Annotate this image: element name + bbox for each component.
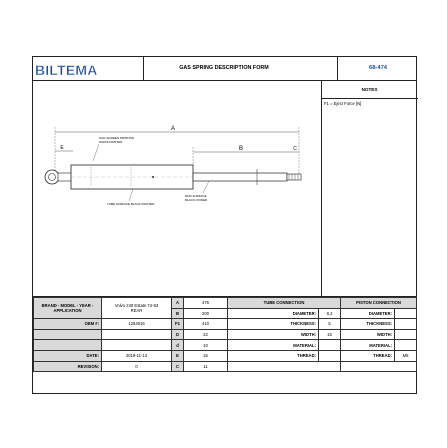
piston-row-label: MATERIAL: (341, 340, 395, 351)
piston-row-value: M8 (395, 350, 417, 361)
eye-hole (49, 174, 56, 181)
piston-row-value (395, 329, 417, 340)
piston-row-value (395, 319, 417, 330)
notes-text: F1 = Eject Force [N] (324, 101, 362, 106)
revision-label: REVISION: (34, 361, 102, 372)
tube-surface-note: TUBE SURFACE BLACK PAINTED (107, 202, 155, 206)
spec-table (33, 297, 417, 372)
gas-spring-form (32, 56, 417, 394)
piston-row-label: THREAD: (341, 350, 395, 361)
revision-value: 0 (102, 361, 172, 372)
tube-connection-heading: TUBE CONNECTION (228, 298, 341, 309)
empty-cell (34, 340, 102, 351)
dim-key: E (172, 350, 184, 361)
dim-key: B (172, 308, 184, 319)
dim-key: d (172, 340, 184, 351)
brand-value-line: Volvo 240 Estate 74-93 (114, 303, 159, 309)
tube-row-label: WIDTH: (228, 329, 319, 340)
date-value: 2019-11-13 (102, 350, 172, 361)
date-label: DATE: (34, 350, 102, 361)
dim-value: 200 (184, 308, 228, 319)
piston-rod (193, 173, 287, 181)
table-row (34, 361, 417, 372)
dim-value: 10 (184, 340, 228, 351)
brand-value (102, 298, 172, 319)
tube-row-value: 8,2 (319, 308, 341, 319)
rod-note-2: BLACK OXIDED (185, 198, 208, 202)
piston-row-label: THICKNESS: (341, 319, 395, 330)
brand-label-line: APPLICATION (53, 308, 82, 314)
rod-note-1: ROD SURFACE (185, 194, 207, 198)
eye-neck (58, 173, 72, 181)
gas-spring-drawing (33, 81, 321, 296)
dim-key: D (172, 329, 184, 340)
empty-cell (102, 329, 172, 340)
notes-heading: NOTES (321, 81, 418, 99)
empty-cell (102, 340, 172, 351)
dim-a-label: A (170, 126, 176, 132)
oem-label: OEM #: (34, 319, 102, 330)
brand-label (34, 298, 102, 319)
dim-value: 22 (184, 329, 228, 340)
tube-print-note-1: SILK-SCREEN PRINTING (99, 136, 135, 140)
dim-b-label: B (238, 146, 244, 152)
empty-cell (341, 361, 417, 372)
tube-row-label: THREAD: (228, 350, 319, 361)
dim-e-label: E (60, 145, 64, 151)
tube-row-label: THICKNESS: (228, 319, 319, 330)
piston-row-label: DIAMETER: (341, 308, 395, 319)
dim-value: 11 (184, 361, 228, 372)
brand-value-line: REAR (130, 308, 143, 314)
piston-row-label: WIDTH: (341, 329, 395, 340)
notes-divider (321, 81, 322, 296)
form-title: GAS SPRING DESCRIPTION FORM (179, 65, 269, 71)
table-row (34, 340, 417, 351)
piston-row-value (395, 308, 417, 319)
dim-key: F1 (172, 319, 184, 330)
table-row (34, 350, 417, 361)
form-header (33, 57, 416, 81)
dim-value: 476 (184, 298, 228, 309)
dim-value: 15 (184, 350, 228, 361)
tube-print-leader (93, 144, 99, 161)
rod-surface-leader (203, 181, 209, 193)
table-row (34, 298, 417, 309)
empty-cell (228, 361, 341, 372)
oem-value: 1254916 (102, 319, 172, 330)
tube-row-value (319, 340, 341, 351)
piston-row-value (395, 340, 417, 351)
header-divider (143, 57, 144, 81)
tube-row-label: DIAMETER: (228, 308, 319, 319)
article-code: 68-474 (368, 65, 388, 71)
header-divider (337, 57, 338, 81)
tube-row-label: MATERIAL: (228, 340, 319, 351)
dim-c-label: C (293, 146, 297, 152)
empty-cell (34, 329, 102, 340)
tube-row-value: 15 (319, 329, 341, 340)
biltema-logo: BILTEMA (35, 62, 98, 78)
piston-connection-heading: PISTON CONNECTION (341, 298, 417, 309)
dim-key: A (172, 298, 184, 309)
brand-label-line: BRAND - MODEL - YEAR - (41, 303, 94, 309)
dim-key: C (172, 361, 184, 372)
tube-surface-leader (129, 189, 133, 201)
table-row (34, 319, 417, 330)
dim-value: 410 (184, 319, 228, 330)
table-row (34, 329, 417, 340)
tube-print-note-2: WHITE PAINTED (99, 140, 123, 144)
tube-row-value (319, 350, 341, 361)
tube-row-value: 5 (319, 319, 341, 330)
